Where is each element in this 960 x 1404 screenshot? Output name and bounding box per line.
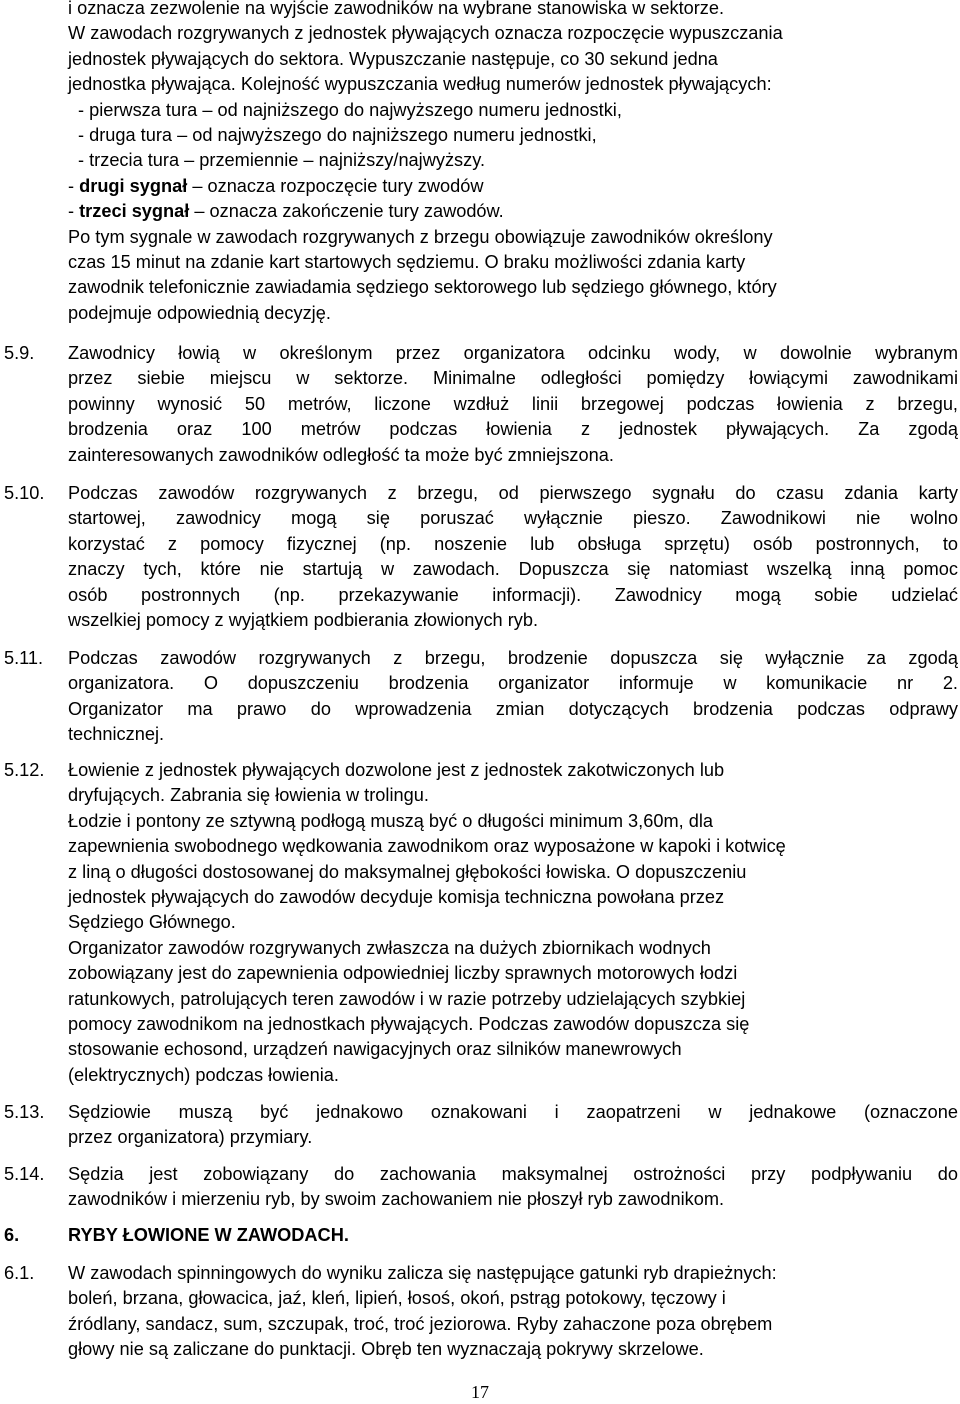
section-number: 5.12. xyxy=(4,760,45,780)
section-number: 5.11. xyxy=(4,648,44,668)
signal-text: – oznacza rozpoczęcie tury zwodów xyxy=(187,175,484,196)
text-line: Sędzia jest zobowiązany do zachowania maksymalnej ostrożności przy podpływaniu do xyxy=(68,1164,958,1184)
text-line: stosowanie echosond, urządzeń nawigacyjnych oraz silników manewrowych xyxy=(68,1039,682,1060)
text-line: startowej, zawodnicy mogą się poruszać wyłącznie pieszo. Zawodnikowi nie wolno xyxy=(68,508,958,529)
intro-paragraph xyxy=(68,0,958,326)
signal-label: trzeci sygnał xyxy=(79,201,190,222)
text-line: Łodzie i pontony ze sztywną podłogą muszą być o długości minimum 3,60m, dla xyxy=(68,810,713,831)
text-line: organizatora. O dopuszczeniu brodzenia organizator informuje w komunikacie nr 2. xyxy=(68,673,958,694)
text-line: jednostek pływających do sektora. Wypuszczanie następuje, co 30 sekund jedna xyxy=(68,48,718,69)
text-line: z liną o długości dostosowanej do maksymalnej głębokości łowiska. O dopuszczeniu xyxy=(68,861,747,882)
text-line: Organizator zawodów rozgrywanych zwłaszcza na dużych zbiornikach wodnych xyxy=(68,937,711,958)
text-line: przez organizatora) przymiary. xyxy=(68,1127,313,1148)
text-line: ratunkowych, patrolujących teren zawodów i w razie potrzeby udzielających szybkiej xyxy=(68,988,746,1009)
section-number: 5.10. xyxy=(4,483,45,503)
section-number: 5.14. xyxy=(4,1164,45,1184)
text-line: brodzenia oraz 100 metrów podczas łowienia z jednostek pływających. Za zgodą xyxy=(68,419,958,440)
section-5-9 xyxy=(68,341,958,468)
text-line: Sędziego Głównego. xyxy=(68,912,236,933)
section-5-10 xyxy=(68,481,958,633)
text-line: jednostka pływająca. Kolejność wypuszczania według numerów jednostek pływających: xyxy=(68,74,772,95)
text-line: korzystać z pomocy fizycznej (np. noszenie lub obsługa sprzętu) osób postronnych, to xyxy=(68,533,958,554)
text-line: i oznacza zezwolenie na wyjście zawodników na wybrane stanowiska w sektorze. xyxy=(68,0,725,18)
text-line: pomocy zawodnikom na jednostkach pływających. Podczas zawodów dopuszcza się xyxy=(68,1014,750,1035)
text-line: zawodników i mierzeniu ryb, by swoim zachowaniem nie płoszył ryb zawodnikom. xyxy=(68,1189,725,1210)
text-line: źródlany, sandacz, sum, szczupak, troć, troć jeziorowa. Ryby zahaczone poza obrębem xyxy=(68,1313,773,1334)
text-line: (elektrycznych) podczas łowienia. xyxy=(68,1064,339,1085)
text-line: W zawodach rozgrywanych z jednostek pływających oznacza rozpoczęcie wypuszczania xyxy=(68,23,783,44)
text-line: głowy nie są zaliczane do punktacji. Obręb ten wyznaczają pokrywy skrzelowe. xyxy=(68,1339,704,1360)
heading-number: 6. xyxy=(4,1225,20,1245)
text-line: Sędziowie muszą być jednakowo oznakowani i zaopatrzeni w jednakowe (oznaczone xyxy=(68,1102,958,1122)
text-line: jednostek pływających do zawodów decyduje komisja techniczna powołana przez xyxy=(68,887,725,908)
section-5-14 xyxy=(68,1162,958,1213)
text-line: Łowienie z jednostek pływających dozwolone jest z jednostek zakotwiczonych lub xyxy=(68,760,725,780)
text-line: technicznej. xyxy=(68,724,165,745)
signal-text: – oznacza zakończenie tury zawodów. xyxy=(189,201,504,222)
text-line: Podczas zawodów rozgrywanych z brzegu, od pierwszego sygnału do czasu zdania karty xyxy=(68,483,958,503)
section-5-13 xyxy=(68,1100,958,1151)
text-line: wszelkiej pomocy z wyjątkiem podbierania złowionych ryb. xyxy=(68,610,539,631)
bullet-line: - druga tura – od najwyższego do najniższego numeru jednostki, xyxy=(78,125,597,146)
section-number: 5.13. xyxy=(4,1102,45,1122)
text-line: Podczas zawodów rozgrywanych z brzegu, brodzenie dopuszcza się wyłącznie za zgodą xyxy=(68,648,958,668)
text-line: Po tym sygnale w zawodach rozgrywanych z brzegu obowiązuje zawodników określony xyxy=(68,226,773,247)
text-line: czas 15 minut na zdanie kart startowych sędziemu. O braku możliwości zdania karty xyxy=(68,252,746,273)
section-number: 6.1. xyxy=(4,1263,35,1283)
bullet-line: - pierwsza tura – od najniższego do najwyższego numeru jednostki, xyxy=(78,99,622,120)
text-line: zobowiązany jest do zapewnienia odpowiedniej liczby sprawnych motorowych łodzi xyxy=(68,963,738,984)
text-line: Zawodnicy łowią w określonym przez organizatora odcinku wody, w dowolnie wybranym xyxy=(68,343,958,363)
heading-title: RYBY ŁOWIONE W ZAWODACH. xyxy=(68,1225,349,1245)
text-line: dryfujących. Zabrania się łowienia w trolingu. xyxy=(68,785,429,806)
page-number: 17 xyxy=(471,1382,489,1402)
text-line: zainteresowanych zawodników odległość ta może być zmniejszona. xyxy=(68,444,614,465)
section-heading xyxy=(68,1223,958,1248)
text-line: Organizator ma prawo do wprowadzenia zmian dotyczących brodzenia podczas odprawy xyxy=(68,698,958,719)
signal-dash: - xyxy=(68,201,80,222)
signal-line-2 xyxy=(68,174,958,199)
text-line: przez siebie miejscu w sektorze. Minimalne odległości pomiędzy łowiącymi zawodnikami xyxy=(68,368,958,389)
text-line: W zawodach spinningowych do wyniku zalicza się następujące gatunki ryb drapieżnych: xyxy=(68,1263,777,1283)
section-5-11 xyxy=(68,646,958,748)
text-line: powinny wynosić 50 metrów, liczone wzdłuż linii brzegowej podczas łowienia z brzegu, xyxy=(68,393,958,414)
bullet-line: - trzecia tura – przemiennie – najniższy/najwyższy. xyxy=(78,150,486,171)
text-line: znaczy tych, które nie startują w zawodach. Dopuszcza się natomiast wszelką inną pomoc xyxy=(68,559,958,580)
text-line: zawodnik telefonicznie zawiadamia sędziego sektorowego lub sędziego głównego, który xyxy=(68,277,777,298)
section-6-1 xyxy=(68,1261,958,1363)
signal-label: drugi sygnał xyxy=(79,175,188,196)
section-number: 5.9. xyxy=(4,343,35,363)
section-5-12 xyxy=(68,758,958,1088)
signal-dash: - xyxy=(68,175,80,196)
signal-line-3 xyxy=(68,199,958,224)
text-line: podejmuje odpowiednią decyzję. xyxy=(68,302,331,323)
text-line: boleń, brzana, głowacica, jaź, kleń, lipień, łosoś, okoń, pstrąg potokowy, tęczowy i xyxy=(68,1288,726,1309)
text-line: osób postronnych (np. przekazywanie informacji). Zawodnicy mogą sobie udzielać xyxy=(68,584,958,605)
text-line: zapewnienia swobodnego wędkowania zawodnikom oraz wyposażone w kapoki i kotwicę xyxy=(68,836,786,857)
